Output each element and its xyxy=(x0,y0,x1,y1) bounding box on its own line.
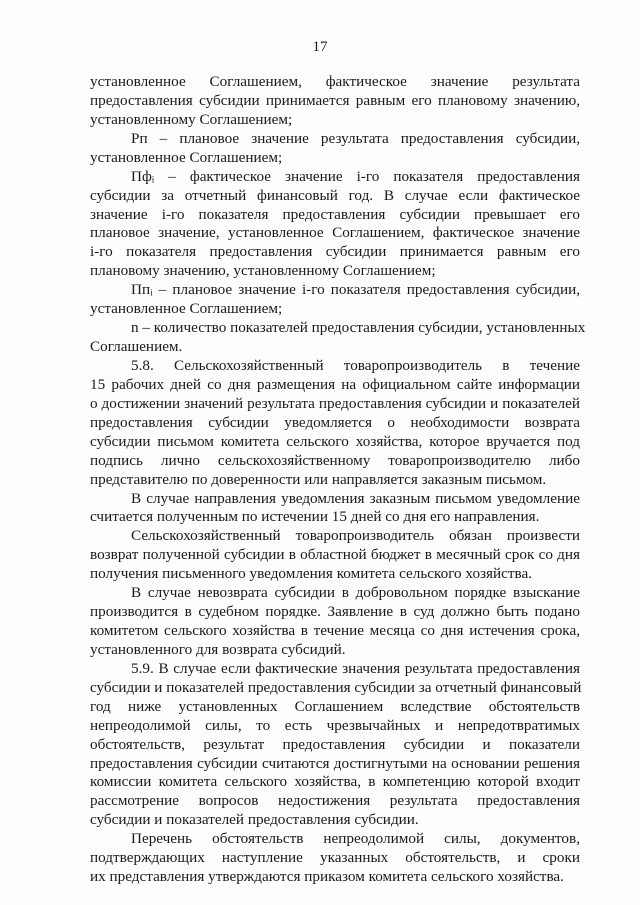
text-line: Рп – плановое значение результата предоставления субсидии, xyxy=(131,129,580,147)
text-line: комитетом сельского хозяйства в течение месяца со дня истечения срока, xyxy=(90,622,580,639)
text-line: i-го показателя предоставления субсидии принимается равным его xyxy=(90,243,580,261)
text-line: n – количество показателей предоставления субсидии, установленных xyxy=(131,319,586,337)
text-line: предоставления субсидии уведомляется о необходимости возврата xyxy=(90,413,580,431)
text-line: год ниже установленных Соглашением вследствие обстоятельств xyxy=(90,697,580,715)
text-line: Соглашением. xyxy=(90,338,183,355)
text-line: Сельскохозяйственный товаропроизводитель обязан произвести xyxy=(131,527,580,545)
text-line: значение i-го показателя предоставления субсидии превышает его xyxy=(90,205,580,223)
text-line: плановому значению, установленному Соглашением; xyxy=(90,262,436,280)
text-line: рассмотрение вопросов недостижения результата предоставления xyxy=(90,792,580,810)
text-line: возврат полученной субсидии в областной бюджет в месячный срок со дня xyxy=(90,546,580,564)
text-line: В случае направления уведомления заказным письмом уведомление xyxy=(131,489,580,507)
text-line: представителю по доверенности или направляется заказным письмом. xyxy=(90,470,547,488)
text-line: установленное Соглашением; xyxy=(90,148,283,166)
text-line: предоставления субсидии считаются достигнутыми на основании решения xyxy=(90,754,580,772)
text-line: плановое значение, установленное Соглашением, фактическое значение xyxy=(90,224,580,242)
text-line: обстоятельств, результат предоставления субсидии и показатели xyxy=(90,735,580,753)
text-line: Пфᵢ – фактическое значение i-го показателя предоставления xyxy=(131,167,580,185)
text-line: В случае невозврата субсидии в добровольном порядке взыскание xyxy=(131,584,580,602)
text-line: их представления утверждаются приказом комитета сельского хозяйства. xyxy=(90,868,564,886)
text-line: Перечень обстоятельств непреодолимой силы, документов, xyxy=(131,830,580,848)
text-line: субсидии письмом комитета сельского хозяйства, которое вручается под xyxy=(90,432,580,450)
text-line: предоставления субсидии принимается равным его плановому значению, xyxy=(90,91,580,109)
text-line: комиссии комитета сельского хозяйства, в компетенцию которой входит xyxy=(90,773,580,791)
text-line: считается полученным по истечении 15 дней со дня его направления. xyxy=(90,508,540,526)
text-line: подпись лично сельскохозяйственному товаропроизводителю либо xyxy=(90,451,580,469)
text-line: получения письменного уведомления комитета сельского хозяйства. xyxy=(90,565,533,583)
text-line: о достижении значений результата предоставления субсидии и показателей xyxy=(90,394,580,412)
text-line: 5.8. Сельскохозяйственный товаропроизводитель в течение xyxy=(131,356,580,374)
text-line: субсидии и показателей предоставления субсидии за отчетный финансовый xyxy=(90,678,582,696)
text-line: непреодолимой силы, то есть чрезвычайных и непредотвратимых xyxy=(90,716,580,734)
text-line: установленному Соглашением; xyxy=(90,110,293,128)
text-line: подтверждающих наступление указанных обстоятельств, и сроки xyxy=(90,849,580,867)
text-line: 5.9. В случае если фактические значения результата предоставления xyxy=(131,659,580,677)
text-line: субсидии и показателей предоставления субсидии. xyxy=(90,811,419,829)
text-line: Ппᵢ – плановое значение i-го показателя предоставления субсидии, xyxy=(131,281,580,299)
text-line: установленное Соглашением; xyxy=(90,300,283,318)
page-number: 17 xyxy=(312,39,328,55)
text-line: установленного для возврата субсидий. xyxy=(90,640,346,658)
text-line: 15 рабочих дней со дня размещения на официальном сайте информации xyxy=(90,375,580,393)
text-line: субсидии за отчетный финансовый год. В случае если фактическое xyxy=(90,186,580,204)
text-line: установленное Соглашением, фактическое значение результата xyxy=(90,73,580,90)
text-line: производится в судебном порядке. Заявление в суд должно быть подано xyxy=(90,603,580,620)
